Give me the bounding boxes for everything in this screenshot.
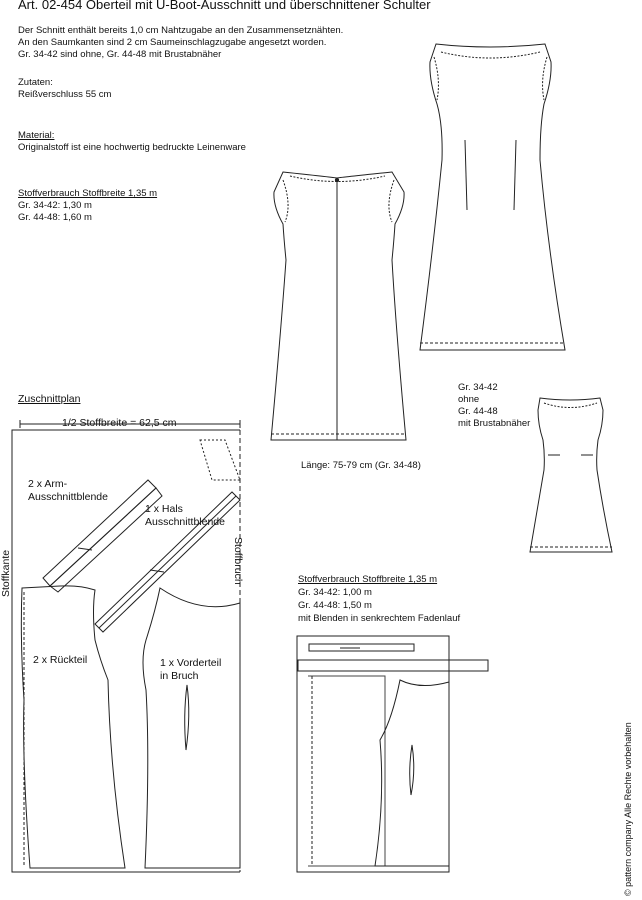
variant-note: mit Brustabnäher: [458, 418, 531, 429]
arm-facing-label: Ausschnittblende: [28, 491, 108, 503]
cutting-layout: [12, 420, 240, 872]
fabric2-line: Gr. 44-48: 1,50 m: [298, 600, 372, 611]
cutting-layout-2: [297, 636, 488, 872]
variant-note: ohne: [458, 394, 480, 405]
intro-line: Gr. 34-42 sind ohne, Gr. 44-48 mit Brustabnäher: [18, 49, 222, 60]
fabric2-line: Gr. 34-42: 1,00 m: [298, 587, 372, 598]
dress-back-view: [271, 172, 406, 440]
material-heading: Material:: [18, 130, 55, 141]
zutaten-text: Reißverschluss 55 cm: [18, 89, 112, 100]
page-title: Art. 02-454 Oberteil mit U-Boot-Ausschnitt und überschnittener Schulter: [18, 0, 431, 12]
intro-line: Der Schnitt enthält bereits 1,0 cm Nahtzugabe an den Zusammensetznähten.: [18, 25, 344, 36]
back-label: 2 x Rückteil: [33, 654, 88, 666]
neck-facing-label: Ausschnittblende: [145, 516, 225, 528]
fold-label: Stoffbruch: [232, 537, 244, 585]
fabric1-heading: Stoffverbrauch Stoffbreite 1,35 m: [18, 188, 158, 199]
front-label: in Bruch: [160, 670, 199, 682]
copyright: © pattern company Alle Rechte vorbehalten: [623, 722, 633, 896]
fabric2-heading: Stoffverbrauch Stoffbreite 1,35 m: [298, 574, 438, 585]
half-width-label: 1/2 Stoffbreite = 62,5 cm: [62, 417, 177, 429]
fabric1-line: Gr. 34-42: 1,30 m: [18, 200, 92, 211]
variant-note: Gr. 44-48: [458, 406, 498, 417]
dress-front-view: [420, 44, 565, 350]
cutting-heading: Zuschnittplan: [18, 393, 81, 405]
variant-note: Gr. 34-42: [458, 382, 498, 393]
front-label: 1 x Vorderteil: [160, 657, 222, 669]
neck-facing-label: 1 x Hals: [145, 503, 183, 515]
selvage-label: Stoffkante: [0, 549, 12, 597]
length-note: Länge: 75-79 cm (Gr. 34-48): [301, 460, 421, 471]
fabric1-line: Gr. 44-48: 1,60 m: [18, 212, 92, 223]
arm-facing-label: 2 x Arm-: [28, 478, 68, 490]
zutaten-heading: Zutaten:: [18, 77, 53, 88]
fabric2-line: mit Blenden in senkrechtem Fadenlauf: [298, 613, 461, 624]
material-text: Originalstoff ist eine hochwertig bedruckte Leinenware: [18, 142, 246, 153]
intro-line: An den Saumkanten sind 2 cm Saumeinschlagzugabe angesetzt worden.: [18, 37, 327, 48]
dress-variant-view: [530, 398, 612, 552]
